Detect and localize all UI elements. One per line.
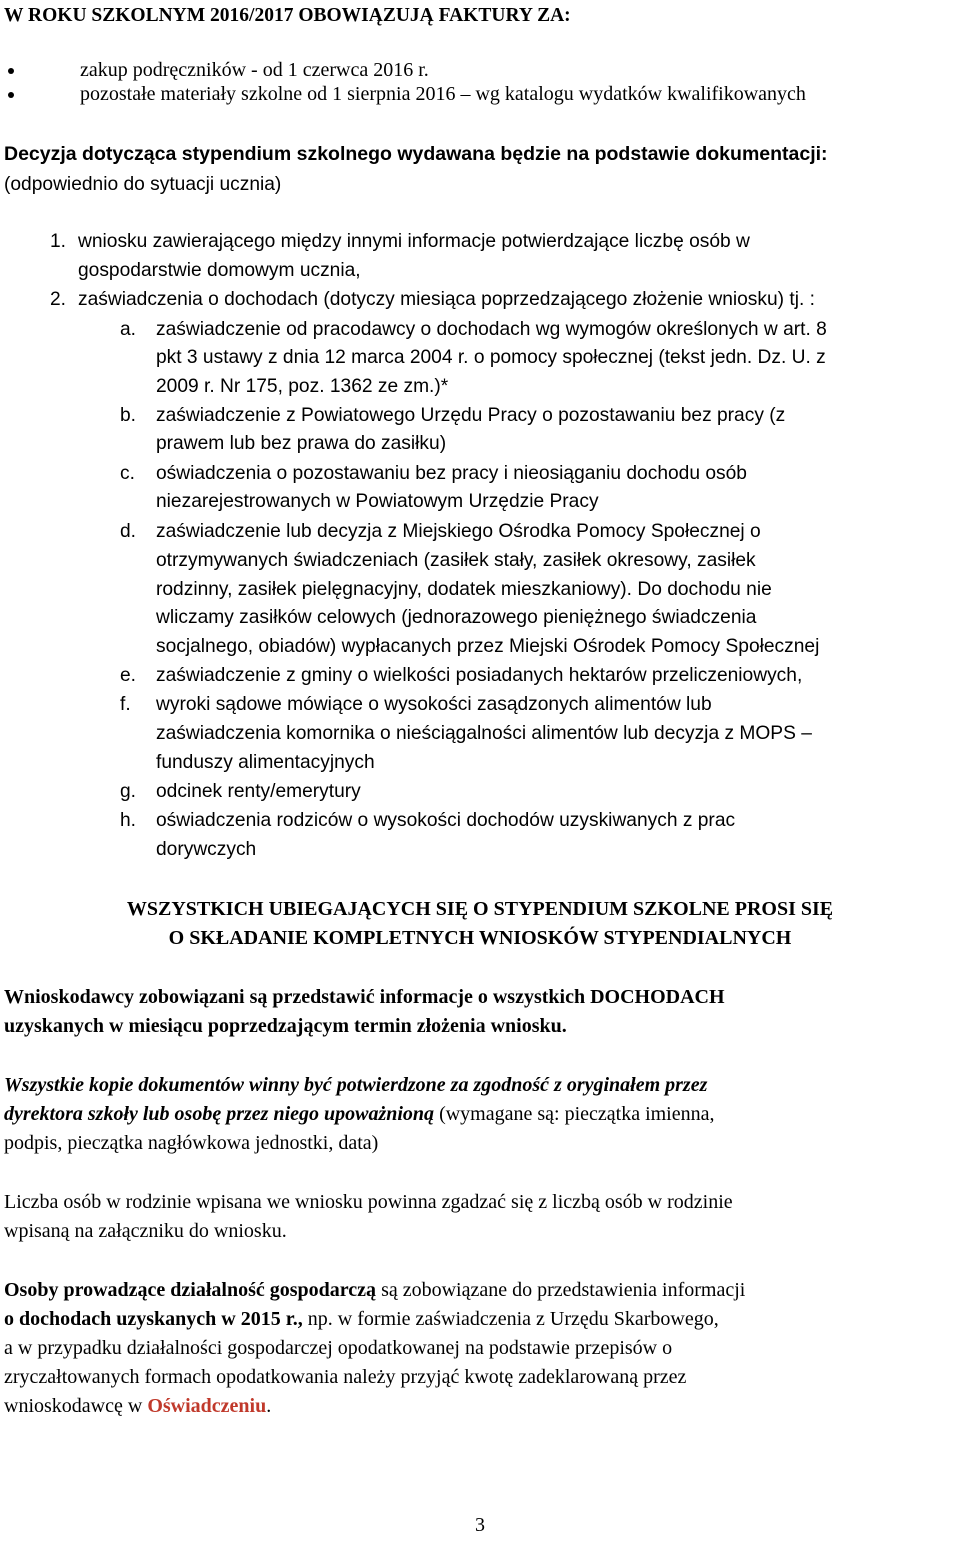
letter-item-a-line: pkt 3 ustawy z dnia 12 marca 2004 r. o pomocy społecznej (tekst jedn. Dz. U. z (156, 347, 826, 368)
letter-item-b-line: zaświadczenie z Powiatowego Urzędu Pracy o pozostawaniu bez pracy (z (156, 405, 786, 426)
document-heading: W ROKU SZKOLNYM 2016/2017 OBOWIĄZUJĄ FAKTURY ZA: (4, 5, 571, 26)
letter-item-d-line: rodzinny, zasiłek pielęgnacyjny, dodatek mieszkaniowy). Do dochodu nie (156, 579, 772, 600)
letter-item-d-line: socjalnego, obiadów) wypłacanych przez Miejski Ośrodek Pomocy Społecznej (156, 636, 820, 657)
letter-item-a-line: zaświadczenie od pracodawcy o dochodach wg wymogów określonych w art. 8 (156, 319, 827, 340)
bullet-dot (8, 92, 14, 98)
statement-highlight: Oświadczeniu (147, 1395, 267, 1417)
list-item-2-line: zaświadczenia o dochodach (dotyczy miesiąca poprzedzającego złożenie wniosku) tj. : (78, 289, 815, 310)
business-line-1 (4, 1280, 745, 1300)
bullet-dot (8, 68, 14, 74)
letter-item-d-line: zaświadczenie lub decyzja z Miejskiego Ośrodka Pomocy Społecznej o (156, 521, 761, 542)
letter-marker: h. (120, 810, 137, 831)
appeal-line-2: O SKŁADANIE KOMPLETNYCH WNIOSKÓW STYPENDIALNYCH (168, 927, 792, 949)
bullet-item-materials: pozostałe materiały szkolne od 1 sierpnia 2016 – wg katalogu wydatków kwalifikowanych (80, 83, 806, 105)
letter-item-h-line: oświadczenia rodziców o wysokości dochodów uzyskiwanych z prac (156, 810, 736, 831)
letter-item-c-line: oświadczenia o pozostawaniu bez pracy i nieosiąganiu dochodu osób (156, 463, 747, 484)
business-line-4: zryczałtowanych formach opodatkowania należy przyjąć kwotę zadeklarowaną przez (4, 1366, 687, 1388)
appeal-line-1: WSZYSTKICH UBIEGAJĄCYCH SIĘ O STYPENDIUM SZKOLNE PROSI SIĘ (126, 898, 834, 920)
decision-note: (odpowiednio do sytuacji ucznia) (4, 174, 282, 195)
obligation-line: Wnioskodawcy zobowiązani są przedstawić informacje o wszystkich DOCHODACH (4, 986, 725, 1008)
copies-line-1: Wszystkie kopie dokumentów winny być potwierdzone za zgodność z oryginałem przez (4, 1074, 708, 1096)
letter-item-f-line: wyroki sądowe mówiące o wysokości zasądzonych alimentów lub (156, 694, 712, 715)
business-line-3: a w przypadku działalności gospodarczej opodatkowanej na podstawie przepisów o (4, 1337, 673, 1359)
household-line: Liczba osób w rodzinie wpisana we wniosku powinna zgadzać się z liczbą osób w rodzinie (4, 1191, 733, 1213)
letter-marker: b. (120, 405, 137, 426)
letter-marker: a. (120, 319, 137, 340)
letter-item-g-line: odcinek renty/emerytury (156, 781, 361, 802)
decision-heading: Decyzja dotycząca stypendium szkolnego wydawana będzie na podstawie dokumentacji: (4, 143, 828, 165)
letter-item-f-line: zaświadczenia komornika o nieściągalności alimentów lub decyzja z MOPS – (156, 723, 812, 744)
list-item-1-line: wniosku zawierającego między innymi informacje potwierdzające liczbę osób w (78, 231, 750, 252)
letter-marker: c. (120, 463, 135, 484)
letter-marker: d. (120, 521, 137, 542)
letter-marker: e. (120, 665, 137, 686)
household-line: wpisaną na załączniku do wniosku. (4, 1220, 287, 1242)
obligation-line: uzyskanych w miesiącu poprzedzającym termin złożenia wniosku. (4, 1015, 567, 1037)
letter-marker: g. (120, 781, 137, 802)
page-number: 3 (475, 1514, 485, 1536)
letter-item-f-line: funduszy alimentacyjnych (156, 752, 375, 773)
business-emphasis: Osoby prowadzące działalność gospodarczą (4, 1279, 377, 1301)
copies-requirements: (wymagane są: pieczątka imienna, (434, 1103, 715, 1125)
list-number: 1. (50, 231, 67, 252)
business-line-5 (4, 1396, 271, 1416)
business-text: są zobowiązane do przedstawienia informacji (376, 1279, 746, 1301)
list-item-1-line: gospodarstwie domowym ucznia, (78, 260, 361, 281)
bullet-item-textbooks: zakup podręczników - od 1 czerwca 2016 r. (80, 59, 429, 81)
copies-emphasis: dyrektora szkoły lub osobę przez niego upoważnioną (4, 1103, 435, 1125)
letter-marker: f. (120, 694, 131, 715)
letter-item-e-line: zaświadczenie z gminy o wielkości posiadanych hektarów przeliczeniowych, (156, 665, 803, 686)
copies-line-3: podpis, pieczątka nagłówkowa jednostki, data) (4, 1132, 379, 1154)
list-number: 2. (50, 289, 67, 310)
business-text: np. w formie zaświadczenia z Urzędu Skarbowego, (302, 1308, 719, 1330)
letter-item-h-line: dorywczych (156, 839, 257, 860)
business-line-2 (4, 1309, 719, 1329)
business-text: . (266, 1395, 272, 1417)
letter-item-c-line: niezarejestrowanych w Powiatowym Urzędzie Pracy (156, 491, 599, 512)
letter-item-d-line: otrzymywanych świadczeniach (zasiłek stały, zasiłek okresowy, zasiłek (156, 550, 756, 571)
letter-item-b-line: prawem lub bez prawa do zasiłku) (156, 433, 447, 454)
business-emphasis: o dochodach uzyskanych w 2015 r., (4, 1308, 303, 1330)
copies-line-2 (4, 1104, 715, 1124)
letter-item-d-line: wliczamy zasiłków celowych (jednorazowego pieniężnego świadczenia (156, 607, 757, 628)
letter-item-a-line: 2009 r. Nr 175, poz. 1362 ze zm.)* (156, 376, 449, 397)
business-text: wnioskodawcę w (4, 1395, 148, 1417)
